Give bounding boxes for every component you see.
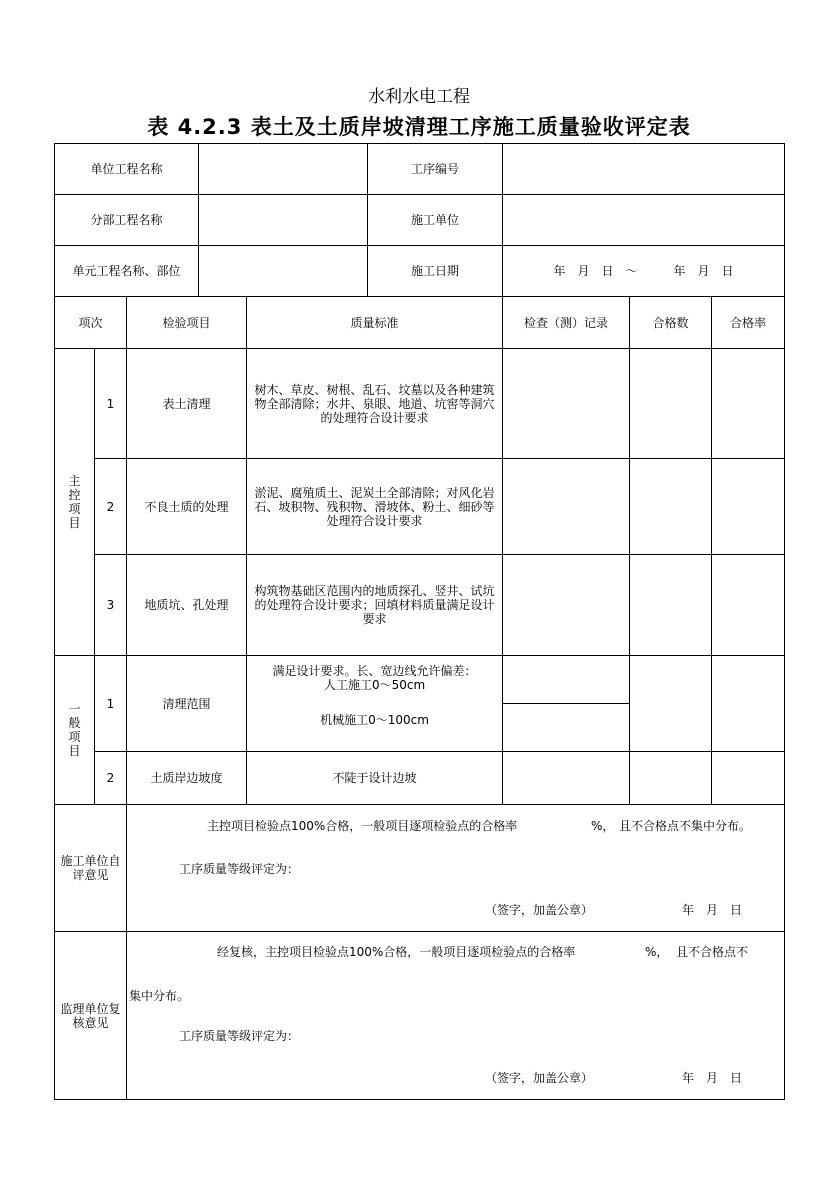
- self-review-date: 年 月 日: [682, 903, 743, 917]
- element-project-label: 单元工程名称、部位: [55, 246, 199, 297]
- main-item-no: 2: [95, 459, 127, 555]
- process-no-label: 工序编号: [368, 144, 503, 195]
- table-row: [55, 459, 785, 555]
- general-item-no: 2: [95, 752, 127, 805]
- main-item-name: 地质坑、孔处理: [127, 555, 247, 656]
- self-review-line1-end: 且不合格点不集中分布。: [619, 819, 752, 833]
- general-item-count[interactable]: [630, 656, 712, 752]
- general-item-standard: 不陡于设计边坡: [247, 752, 503, 805]
- general-group-label: 一般项目: [55, 656, 95, 805]
- general-item-record-machine[interactable]: [503, 704, 630, 752]
- element-project-value[interactable]: [199, 246, 368, 297]
- form-subtitle: 水利水电工程: [368, 87, 470, 107]
- supervisor-review-percent: %，: [645, 945, 669, 959]
- main-item-rate[interactable]: [712, 349, 785, 459]
- general-item-rate[interactable]: [712, 656, 785, 752]
- main-item-no: 1: [95, 349, 127, 459]
- col-qualified-count: 合格数: [630, 297, 712, 349]
- self-review-percent: %，: [591, 819, 615, 833]
- col-item-no: 项次: [55, 297, 127, 349]
- col-quality-standard: 质量标准: [247, 297, 503, 349]
- main-item-record[interactable]: [503, 349, 630, 459]
- main-item-record[interactable]: [503, 459, 630, 555]
- supervisor-review-sign: （签字，加盖公章）: [485, 1071, 594, 1085]
- general-item-count[interactable]: [630, 752, 712, 805]
- table-row: [55, 656, 785, 704]
- main-item-no: 3: [95, 555, 127, 656]
- col-qualified-rate: 合格率: [712, 297, 785, 349]
- sub-project-value[interactable]: [199, 195, 368, 246]
- process-no-value[interactable]: [503, 144, 785, 195]
- supervisor-review-label: 监理单位复核意见: [55, 932, 127, 1100]
- supervisor-review-date: 年 月 日: [682, 1071, 743, 1085]
- table-row: [55, 349, 785, 459]
- evaluation-form-table: [54, 143, 785, 1100]
- construction-unit-value[interactable]: [503, 195, 785, 246]
- unit-project-label: 单位工程名称: [55, 144, 199, 195]
- general-item-standard: 满足设计要求。长、宽边线允许偏差： 人工施工0～50cm 机械施工0～100cm: [247, 656, 503, 752]
- form-title: 表 4.2.3 表土及土质岸坡清理工序施工质量验收评定表: [147, 115, 691, 139]
- main-item-count[interactable]: [630, 555, 712, 656]
- sub-project-label: 分部工程名称: [55, 195, 199, 246]
- main-item-standard: 淤泥、腐殖质土、泥炭土全部清除；对风化岩石、坡积物、残积物、滑坡体、粉土、细砂等处理符合设计要求: [247, 459, 503, 555]
- main-item-count[interactable]: [630, 349, 712, 459]
- construction-date-value[interactable]: 年 月 日 ～ 年 月 日: [503, 246, 785, 297]
- general-item-name: 清理范围: [127, 656, 247, 752]
- table-row: [55, 555, 785, 656]
- table-row: [55, 752, 785, 805]
- self-review-body[interactable]: [127, 805, 785, 932]
- main-item-standard: 构筑物基础区范围内的地质探孔、竖井、试坑的处理符合设计要求；回填材料质量满足设计要求: [247, 555, 503, 656]
- general-item-record[interactable]: [503, 752, 630, 805]
- main-item-count[interactable]: [630, 459, 712, 555]
- construction-date-label: 施工日期: [368, 246, 503, 297]
- construction-unit-label: 施工单位: [368, 195, 503, 246]
- supervisor-review-line1-end: 且不合格点不: [676, 945, 749, 959]
- self-review-grade: 工序质量等级评定为：: [179, 862, 300, 876]
- main-item-record[interactable]: [503, 555, 630, 656]
- general-item-rate[interactable]: [712, 752, 785, 805]
- unit-project-value[interactable]: [199, 144, 368, 195]
- supervisor-review-line1: 经复核，主控项目检验点100%合格，一般项目逐项检验点的合格率: [217, 945, 576, 959]
- supervisor-review-grade: 工序质量等级评定为：: [179, 1029, 300, 1043]
- col-check-record: 检查（测）记录: [503, 297, 630, 349]
- supervisor-review-line2: 集中分布。: [129, 989, 190, 1003]
- supervisor-review-body[interactable]: [127, 932, 785, 1100]
- main-group-label: 主控项目: [55, 349, 95, 656]
- self-review-line1: 主控项目检验点100%合格，一般项目逐项检验点的合格率: [207, 819, 518, 833]
- main-item-name: 表土清理: [127, 349, 247, 459]
- main-item-rate[interactable]: [712, 555, 785, 656]
- main-item-standard: 树木、草皮、树根、乱石、坟墓以及各种建筑物全部清除；水井、泉眼、地道、坑窖等洞穴的处理符合设计要求: [247, 349, 503, 459]
- general-item-name: 土质岸边坡度: [127, 752, 247, 805]
- self-review-sign: （签字，加盖公章）: [485, 903, 594, 917]
- general-item-no: 1: [95, 656, 127, 752]
- main-item-name: 不良土质的处理: [127, 459, 247, 555]
- main-item-rate[interactable]: [712, 459, 785, 555]
- col-inspection-item: 检验项目: [127, 297, 247, 349]
- self-review-label: 施工单位自评意见: [55, 805, 127, 932]
- general-item-record-manual[interactable]: [503, 656, 630, 704]
